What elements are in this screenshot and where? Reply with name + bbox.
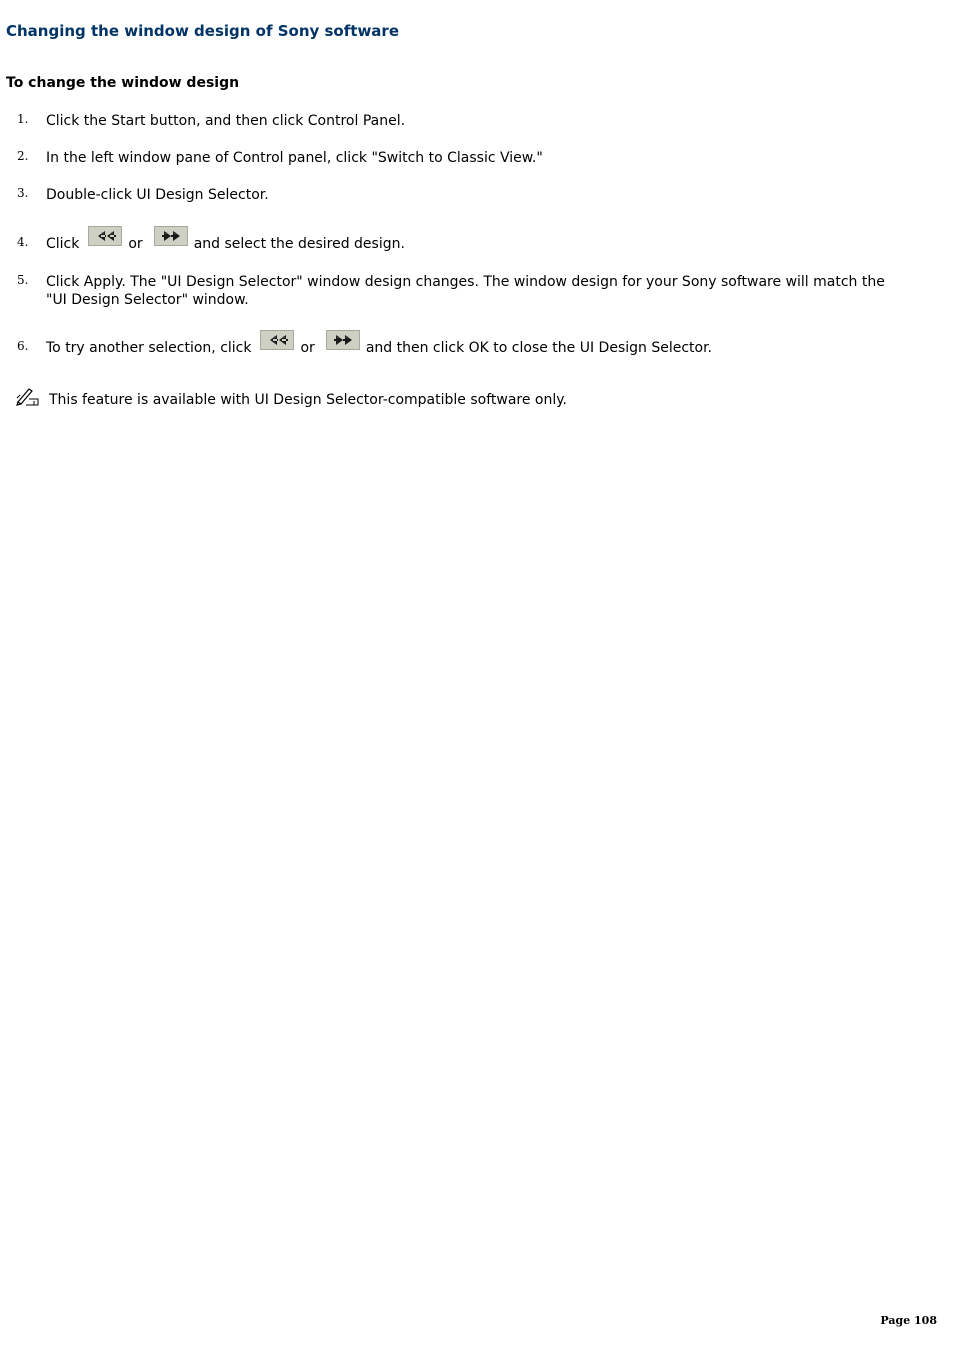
step-text (46, 330, 886, 356)
step-text-or: or (128, 236, 143, 252)
step-text: Click the Start button, and then click Control Panel. (46, 113, 406, 129)
step-number: 3. (17, 186, 29, 200)
double-arrow-right-icon (332, 334, 356, 346)
previous-design-button[interactable] (260, 330, 294, 350)
step-number: 1. (17, 112, 29, 126)
step-text-before: To try another selection, click (46, 340, 252, 356)
next-design-button[interactable] (326, 330, 360, 350)
previous-design-button[interactable] (88, 226, 122, 246)
step-text: Double-click UI Design Selector. (46, 187, 269, 203)
step-text: In the left window pane of Control panel, click "Switch to Classic View." (46, 150, 543, 166)
double-arrow-right-icon (160, 230, 184, 242)
double-arrow-left-icon (94, 230, 118, 242)
note (16, 386, 916, 410)
step-text-before: Click (46, 236, 80, 252)
note-text: This feature is available with UI Design Selector-compatible software only. (49, 392, 567, 408)
step-text-after: and then click OK to close the UI Design Selector. (365, 340, 713, 356)
page-number: Page 108 (880, 1314, 937, 1327)
page-title: Changing the window design of Sony software (6, 22, 399, 40)
step-number: 5. (17, 273, 29, 287)
step-text-after: and select the desired design. (193, 236, 405, 252)
next-design-button[interactable] (154, 226, 188, 246)
step-text (46, 226, 886, 252)
step-number: 6. (17, 339, 29, 353)
step-number: 2. (17, 149, 29, 163)
section-heading: To change the window design (6, 75, 240, 91)
step-number: 4. (17, 235, 29, 249)
pencil-note-icon (16, 386, 40, 406)
step-text: Click Apply. The "UI Design Selector" window design changes. The window design for your Sony software will match the "UI Design Selector" window. (46, 274, 885, 308)
double-arrow-left-icon (266, 334, 290, 346)
step-text-or: or (300, 340, 315, 356)
